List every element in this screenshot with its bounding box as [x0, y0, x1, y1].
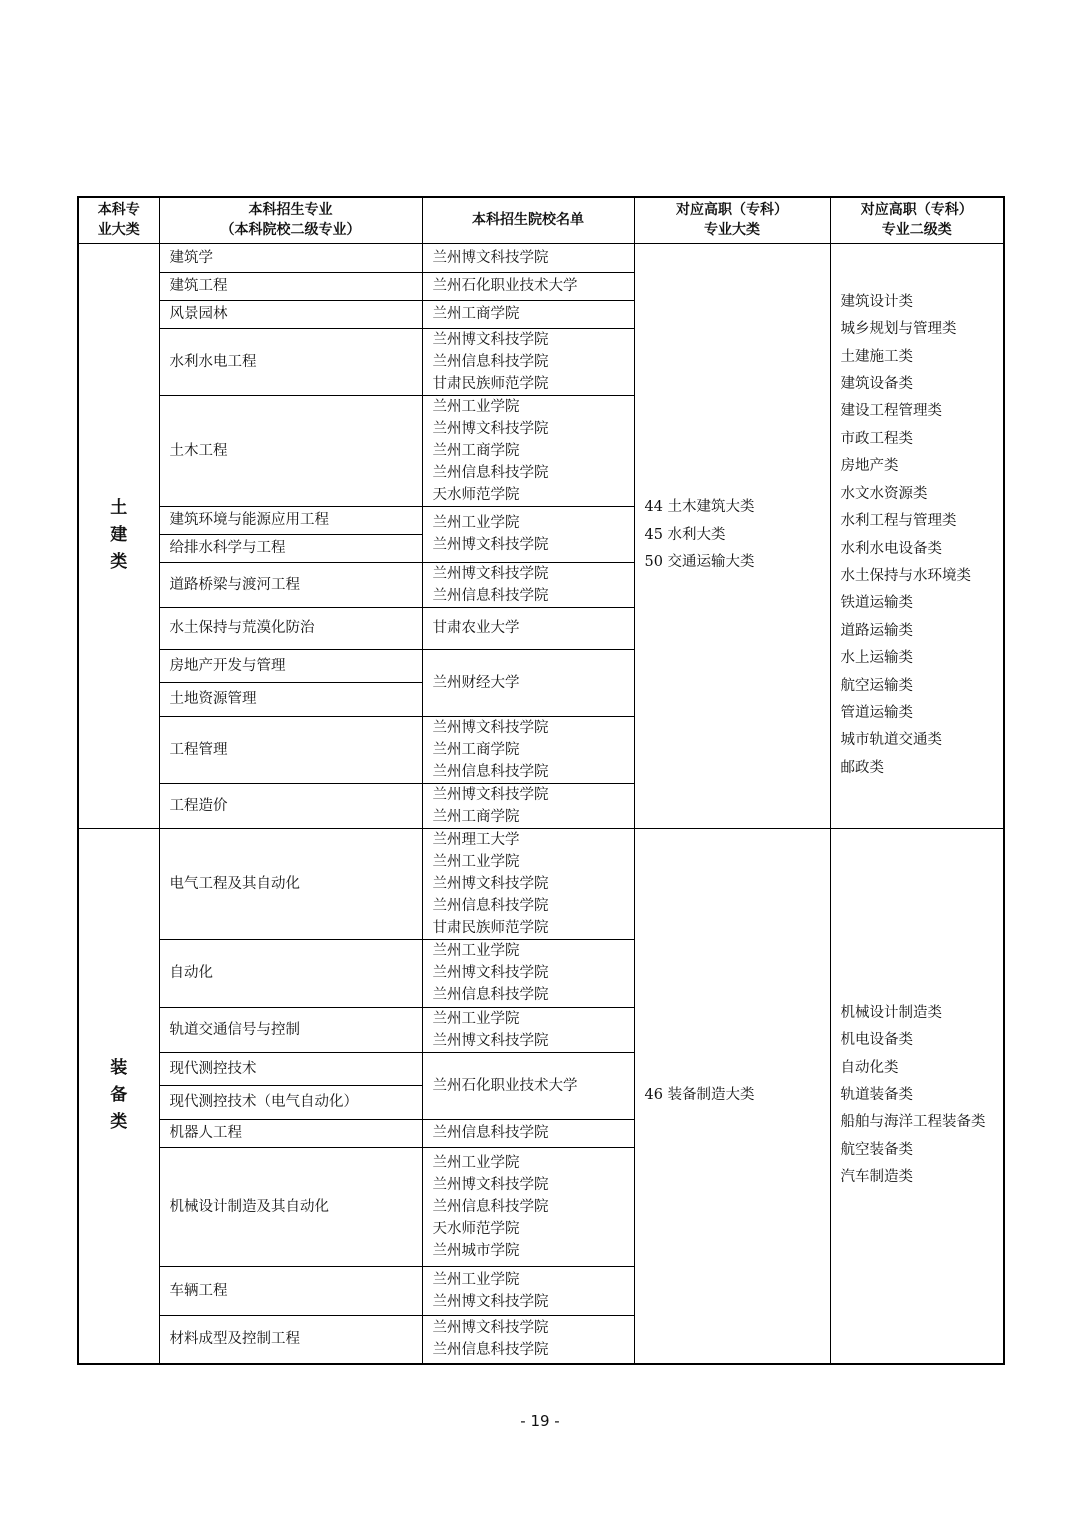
major-cell: 电气工程及其自动化	[159, 828, 422, 939]
category-char: 类	[110, 552, 128, 572]
school-name: 兰州博文科技学院	[432, 331, 549, 348]
schools-cell	[422, 1007, 634, 1052]
major-cell: 土木工程	[159, 395, 422, 506]
school-name: 兰州信息科技学院	[432, 987, 549, 1003]
major-cell: 车辆工程	[159, 1266, 422, 1315]
vocational-subcategory-item: 管道运输类	[840, 704, 913, 721]
category-char: 土	[110, 498, 128, 518]
vocational-subcategory-item: 船舶与海洋工程装备类	[840, 1114, 986, 1131]
school-name: 兰州博文科技学院	[432, 537, 549, 553]
vocational-category-cell	[634, 243, 830, 828]
school-name: 兰州城市学院	[432, 1242, 520, 1259]
vocational-subcategory-item: 建筑设计类	[840, 293, 913, 310]
vocational-subcategory-cell	[830, 828, 1004, 1364]
table-row	[78, 828, 1004, 939]
category-char: 建	[110, 525, 128, 545]
admission-table	[77, 196, 1005, 1365]
school-name: 兰州工商学院	[432, 808, 520, 825]
schools-cell	[422, 243, 634, 272]
school-name: 兰州石化职业技术大学	[432, 278, 578, 294]
schools-cell	[422, 649, 634, 716]
vocational-subcategory-item: 水土保持与水环境类	[840, 567, 971, 584]
school-name: 兰州工业学院	[432, 1010, 520, 1027]
schools-cell	[422, 562, 634, 607]
vocational-subcategory-item: 轨道装备类	[840, 1087, 913, 1104]
major-cell: 建筑工程	[159, 272, 422, 300]
school-name: 兰州工业学院	[432, 853, 520, 870]
vocational-subcategory-item: 航空装备类	[840, 1141, 913, 1158]
major-cell: 土地资源管理	[159, 682, 422, 716]
category-cell	[78, 243, 159, 828]
school-name: 兰州信息科技学院	[432, 897, 549, 914]
vocational-subcategory-cell	[830, 243, 1004, 828]
school-name: 甘肃农业大学	[432, 620, 520, 636]
vocational-subcategory-item: 机械设计制造类	[840, 1004, 942, 1021]
school-name: 兰州工商学院	[432, 741, 520, 758]
vocational-subcategory-item: 城市轨道交通类	[840, 732, 942, 749]
school-name: 兰州博文科技学院	[432, 1032, 549, 1049]
school-name: 兰州理工大学	[432, 831, 520, 848]
major-cell: 建筑学	[159, 243, 422, 272]
vocational-category-item: 45 水利大类	[644, 526, 726, 543]
school-name: 兰州信息科技学院	[432, 1342, 549, 1359]
major-cell: 水利水电工程	[159, 328, 422, 395]
table-row	[78, 243, 1004, 272]
school-name: 兰州信息科技学院	[432, 1125, 549, 1141]
vocational-subcategory-item: 水文水资源类	[840, 485, 928, 502]
header-major: 本科招生专业 （本科院校二级专业）	[159, 197, 422, 243]
school-name: 兰州博文科技学院	[432, 1293, 549, 1310]
school-name: 兰州工业学院	[432, 1154, 520, 1171]
vocational-subcategory-item: 水利工程与管理类	[840, 513, 957, 530]
vocational-subcategory-item: 道路运输类	[840, 622, 913, 639]
header-schools: 本科招生院校名单	[422, 197, 634, 243]
school-name: 兰州信息科技学院	[432, 587, 549, 604]
schools-cell	[422, 1052, 634, 1119]
vocational-category-item: 44 土木建筑大类	[644, 499, 755, 516]
major-cell: 道路桥梁与渡河工程	[159, 562, 422, 607]
major-cell: 给排水科学与工程	[159, 534, 422, 562]
school-name: 兰州信息科技学院	[432, 763, 549, 780]
schools-cell	[422, 395, 634, 506]
schools-cell	[422, 1119, 634, 1147]
schools-cell	[422, 300, 634, 328]
major-cell: 建筑环境与能源应用工程	[159, 506, 422, 534]
school-name: 兰州博文科技学院	[432, 875, 549, 892]
school-name: 兰州工业学院	[432, 943, 520, 959]
schools-cell	[422, 939, 634, 1007]
major-cell: 机械设计制造及其自动化	[159, 1147, 422, 1266]
school-name: 兰州博文科技学院	[432, 719, 549, 736]
category-char: 类	[110, 1112, 128, 1133]
vocational-subcategory-item: 铁道运输类	[840, 595, 913, 612]
school-name: 甘肃民族师范学院	[432, 375, 549, 392]
major-cell: 现代测控技术（电气自动化）	[159, 1085, 422, 1119]
school-name: 天水师范学院	[432, 1220, 520, 1237]
major-cell: 风景园林	[159, 300, 422, 328]
schools-cell	[422, 828, 634, 939]
school-name: 兰州信息科技学院	[432, 1198, 549, 1215]
page-number: - 19 -	[520, 1412, 560, 1430]
schools-cell	[422, 272, 634, 300]
school-name: 兰州工商学院	[432, 442, 520, 459]
schools-cell	[422, 716, 634, 783]
category-cell	[78, 828, 159, 1364]
vocational-subcategory-item: 机电设备类	[840, 1032, 913, 1049]
vocational-category-item: 46 装备制造大类	[644, 1087, 755, 1104]
school-name: 兰州财经大学	[432, 674, 520, 691]
major-cell: 材料成型及控制工程	[159, 1315, 422, 1364]
major-cell: 现代测控技术	[159, 1052, 422, 1085]
vocational-category-cell	[634, 828, 830, 1364]
school-name: 兰州博文科技学院	[432, 565, 549, 582]
vocational-subcategory-item: 水利水电设备类	[840, 540, 942, 557]
header-vocational-category: 对应高职（专科） 专业大类	[634, 197, 830, 243]
header-vocational-subcategory: 对应高职（专科） 专业二级类	[830, 197, 1004, 243]
schools-cell	[422, 783, 634, 828]
vocational-subcategory-item: 房地产类	[840, 458, 899, 475]
school-name: 兰州工业学院	[432, 515, 520, 531]
major-cell: 工程造价	[159, 783, 422, 828]
major-cell: 工程管理	[159, 716, 422, 783]
major-cell: 机器人工程	[159, 1119, 422, 1147]
school-name: 兰州信息科技学院	[432, 464, 549, 481]
school-name: 兰州博文科技学院	[432, 249, 549, 266]
school-name: 天水师范学院	[432, 486, 520, 503]
header-category: 本科专 业大类	[78, 197, 159, 243]
major-cell: 房地产开发与管理	[159, 649, 422, 682]
major-cell: 轨道交通信号与控制	[159, 1007, 422, 1052]
vocational-subcategory-item: 城乡规划与管理类	[840, 321, 957, 338]
school-name: 兰州博文科技学院	[432, 1176, 549, 1193]
vocational-subcategory-item: 建筑设备类	[840, 376, 913, 393]
category-char: 装	[110, 1058, 128, 1079]
vocational-subcategory-item: 水上运输类	[840, 650, 913, 667]
header-row	[78, 197, 1004, 243]
school-name: 兰州博文科技学院	[432, 965, 549, 981]
school-name: 兰州博文科技学院	[432, 786, 549, 803]
vocational-subcategory-item: 市政工程类	[840, 430, 913, 447]
vocational-subcategory-item: 航空运输类	[840, 677, 913, 694]
vocational-subcategory-item: 邮政类	[840, 759, 884, 776]
school-name: 兰州工商学院	[432, 306, 520, 322]
vocational-category-item: 50 交通运输大类	[644, 554, 755, 571]
table-body	[78, 243, 1004, 1364]
school-name: 兰州工业学院	[432, 1271, 520, 1288]
school-name: 兰州信息科技学院	[432, 353, 549, 370]
schools-cell	[422, 1315, 634, 1364]
schools-cell	[422, 1266, 634, 1315]
category-char: 备	[110, 1085, 128, 1106]
major-cell: 水土保持与荒漠化防治	[159, 607, 422, 649]
school-name: 兰州博文科技学院	[432, 420, 549, 437]
vocational-subcategory-item: 汽车制造类	[840, 1169, 913, 1186]
school-name: 兰州博文科技学院	[432, 1320, 549, 1337]
school-name: 兰州工业学院	[432, 398, 520, 415]
schools-cell	[422, 328, 634, 395]
vocational-subcategory-item: 建设工程管理类	[840, 403, 942, 420]
school-name: 甘肃民族师范学院	[432, 919, 549, 936]
major-cell: 自动化	[159, 939, 422, 1007]
vocational-subcategory-item: 土建施工类	[840, 348, 913, 365]
schools-cell	[422, 506, 634, 562]
schools-cell	[422, 607, 634, 649]
vocational-subcategory-item: 自动化类	[840, 1059, 899, 1076]
school-name: 兰州石化职业技术大学	[432, 1077, 578, 1094]
schools-cell	[422, 1147, 634, 1266]
